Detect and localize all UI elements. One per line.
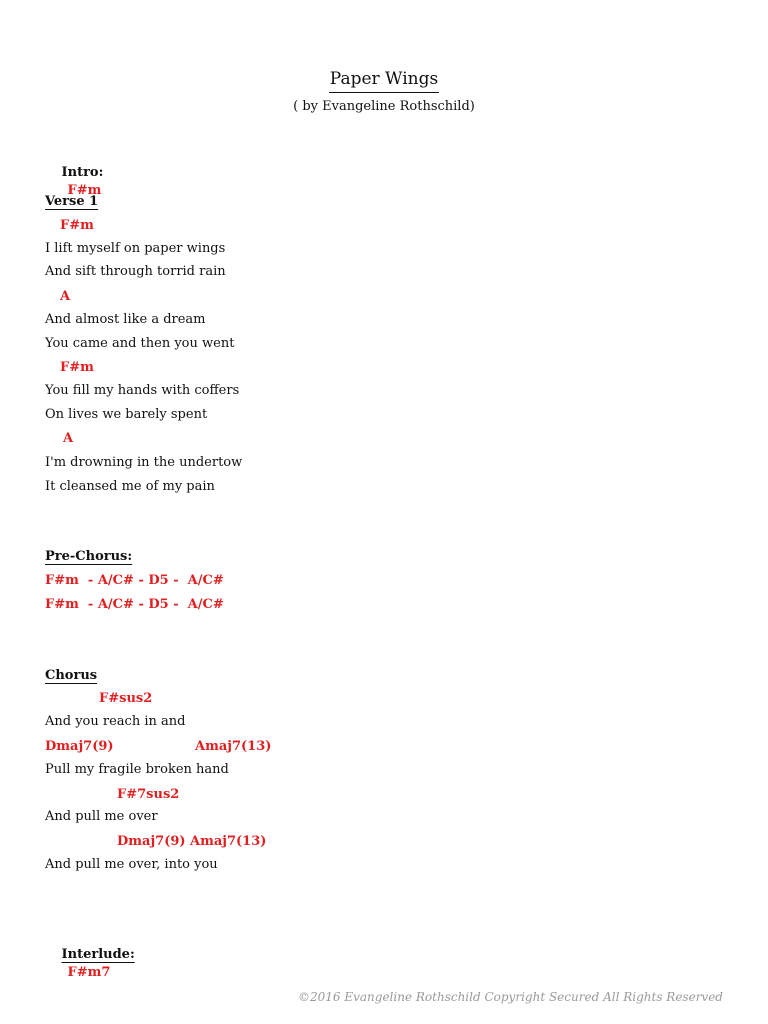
verse1-chord: F#m [60,360,94,375]
chorus-chord: F#sus2 [99,691,153,706]
intro-label: Intro: [61,165,104,180]
verse1-lyric: On lives we barely spent [45,407,208,422]
verse1-lyric: It cleansed me of my pain [45,479,215,494]
chorus-label: Chorus [45,668,98,683]
interlude-chord: F#m7 [67,965,111,980]
verse1-label: Verse 1 [45,194,99,209]
chorus-chord: Amaj7(13) [195,739,272,754]
chorus-lyric: Pull my fragile broken hand [45,762,229,777]
interlude-label: Interlude: [61,947,135,962]
verse1-lyric: I'm drowning in the undertow [45,455,243,470]
prechorus-label: Pre-Chorus: [45,549,133,564]
chorus-lyric: And pull me over, into you [45,857,218,872]
chorus-lyric: And you reach in and [45,714,186,729]
chorus-chord: Dmaj7(9) [117,834,186,849]
song-author: ( by Evangeline Rothschild) [293,99,475,114]
copyright-footer: ©2016 Evangeline Rothschild Copyright Secured All Rights Reserved [298,990,723,1004]
verse1-lyric: You fill my hands with coffers [45,383,240,398]
prechorus-chord-line: F#m - A/C# - D5 - A/C# [45,597,224,612]
chorus-chord: F#7sus2 [117,787,180,802]
chorus-lyric: And pull me over [45,809,158,824]
chorus-chord: Amaj7(13) [190,834,267,849]
verse1-lyric: You came and then you went [45,336,235,351]
prechorus-chord-line: F#m - A/C# - D5 - A/C# [45,573,224,588]
interlude-section [45,928,135,1000]
verse1-lyric: I lift myself on paper wings [45,241,226,256]
song-title-text: Paper Wings [329,68,439,93]
verse1-chord: A [63,431,74,446]
chorus-chord: Dmaj7(9) [45,739,114,754]
intro-chord: F#m [67,183,102,198]
song-title [0,68,768,93]
verse1-chord: F#m [60,218,94,233]
verse1-chord: A [60,289,71,304]
verse1-lyric: And almost like a dream [45,312,206,327]
verse1-lyric: And sift through torrid rain [45,264,226,279]
